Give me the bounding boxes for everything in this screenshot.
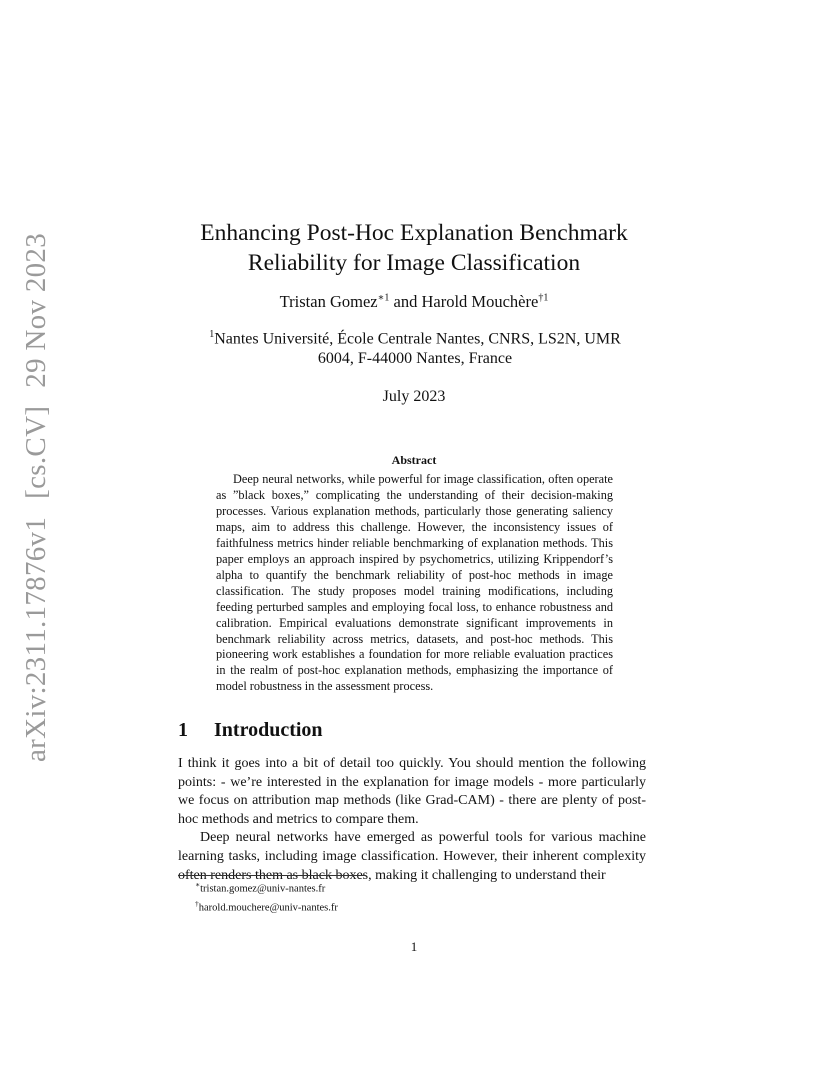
arxiv-id: arXiv:2311.17876v1: [20, 516, 52, 762]
author-mark: ∗1: [377, 292, 390, 304]
footnotes: [195, 878, 338, 915]
author-conjunction: and: [393, 292, 418, 311]
paragraph: Deep neural networks have emerged as powerful tools for various machine learning tasks, including image classification. However, their inherent complexity often renders them as black boxes, making it challenging to understand their: [178, 830, 646, 883]
section-title: Introduction: [214, 719, 323, 741]
author-list: [150, 292, 678, 312]
paper-date: July 2023: [382, 388, 446, 405]
author-mark: †1: [538, 292, 549, 304]
arxiv-date: 29 Nov 2023: [20, 232, 52, 388]
footnote: [195, 878, 338, 897]
footnote-mark: †: [195, 898, 199, 908]
affiliation: [170, 325, 660, 369]
footnote-rule: [178, 875, 366, 876]
footnote-email: harold.mouchere@univ-nantes.fr: [198, 902, 338, 913]
author-name: Tristan Gomez: [279, 292, 378, 311]
affiliation-line-1: Nantes Université, École Centrale Nantes, CNRS, LS2N, UMR: [214, 330, 621, 348]
author-name: Harold Mouchère: [421, 292, 539, 311]
section-body: [178, 755, 646, 885]
paragraph: I think it goes into a bit of detail too quickly. You should mention the following points: - we’re interested in the explanation for image models - more particularly we focus on attribution map methods (like Grad-CAM) - there are plenty of post-hoc methods and metrics to compare them.: [178, 756, 646, 827]
title-line-2: Reliability for Image Classification: [247, 250, 581, 276]
section-number: 1: [178, 719, 188, 741]
affiliation-mark: 1: [209, 329, 215, 340]
abstract-heading: Abstract: [391, 453, 437, 467]
arxiv-identifier-stamp: [20, 233, 53, 762]
abstract-text: Deep neural networks, while powerful for image classification, often operate as ”black boxes,” complicating the understanding of their decision-making processes. Various explanation methods, particularly those generating saliency maps, aim to address this challenge. However, the inconsistency issues of faithfulness metrics hinder reliable benchmarking of explanation methods. This paper employs an approach inspired by psychometrics, utilizing Krippendorf’s alpha to quantify the benchmark reliability of post-hoc methods in image classification. The study proposes model training modifications, including feeding perturbed samples and employing focal loss, to enhance robustness and calibration. Empirical evaluations demonstrate significant improvements in benchmark reliability across metrics, datasets, and post-hoc methods. This pioneering work establishes a foundation for more reliable evaluation practices in the realm of post-hoc explanation methods, emphasizing the importance of model robustness in the assessment process.: [216, 472, 613, 694]
footnote: [195, 897, 338, 916]
title-line-1: Enhancing Post-Hoc Explanation Benchmark: [200, 220, 628, 246]
section-heading: [178, 719, 323, 742]
footnote-email: tristan.gomez@univ-nantes.fr: [200, 883, 326, 895]
paper-title: [150, 218, 678, 278]
footnote-mark: ∗: [195, 880, 201, 889]
affiliation-line-2: 6004, F-44000 Nantes, France: [317, 350, 513, 368]
arxiv-category: [cs.CV]: [20, 405, 52, 499]
page-number: 1: [410, 939, 418, 954]
